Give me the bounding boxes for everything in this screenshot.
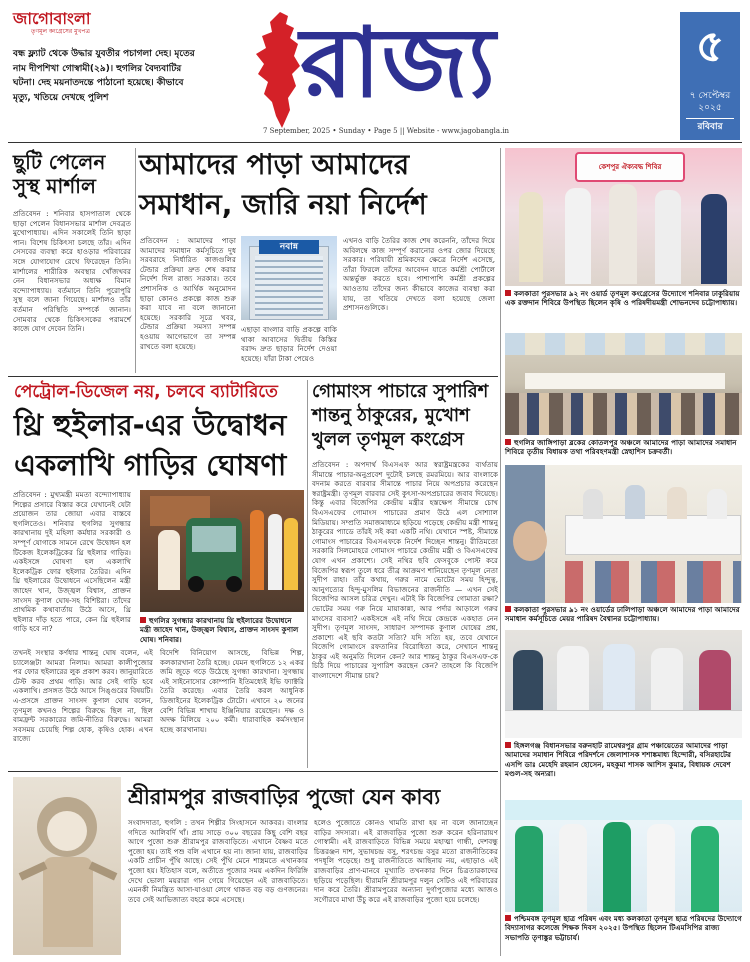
caption-marker-icon <box>505 439 511 445</box>
dateline: 7 September, 2025 • Sunday • Page 5 || Website - www.jagobangla.in <box>263 127 510 135</box>
caption-3-text: কলকাতা পুরসভার ৯১ নং ওয়ার্ডের ঢালিপাড়া অঞ্চলে আমাদের পাড়া আমাদের সমাধান কর্মসূচিতে মেয়র পারিষদ বৈশ্বানর চট্টোপাধ্যায়। <box>505 605 740 624</box>
brand-tagline: তৃণমূল কংগ্রেসের মুখপত্র <box>31 28 90 35</box>
tricycle-lead: প্রতিবেদন : মুখ্যমন্ত্রী মমতা বন্দ্যোপাধ্যায় শিল্পের প্রসারে বিস্তার করে যেখানেই যেটা প্রয়োজন তার জোয়া এবার বাস্তবে হুগলিতেও। শনিবার হুগলির সুগন্ধার কারখানায় দুই মহিলা কর্মধার সরকারী ও সম্পূর্ণ যোগাকে সামনে রেখে উদ্বোধন হল টিকেজ ইলেকট্রিকের থ্রি হুইলার গাড়ির। একইসঙ্গে ঘোষণা হল একলাখি ইলেকট্রিক ফোর হুইলার তৈরির। এদিন থ্রি হুইলারের উদ্বোধনে এসেছিলেন মন্ত্রী জাহেদ খান, উজ্জ্বল বিশ্বাস, প্রাক্তন সাংসদ কুণাল ঘোষ-সহ বিশিষ্টরা। তাঁদের প্রাথমিক কথাবার্তায় উঠে আসে, থ্রি হুইলার দাঁড় হতে পারে, কেন থ্রি হুইলার গাড়ি হবে না? <box>13 490 131 634</box>
date-box <box>680 12 740 140</box>
marshal-body: প্রতিবেদন : শনিবার হাসপাতাল থেকে ছাড়া পেলেন বিধানসভার মার্শাল দেবব্রত মুখোপাধ্যায়। এদিন সকালেই তিনি ছাড়া পান। বিশেষ চিকিৎসা চলছে তাঁর। এদিন সেসবের ব্যবস্থা করে হাওড়ার পরিবারের সঙ্গে যোগাযোগ রেখে ফিরেছেন তিনি। মার্শালের শারীরিক অবস্থার খোঁজখবর নেন বিধানসভার অধ্যক্ষ বিমান বন্দ্যোপাধ্যায়। বর্তমানে তিনি পুরোপুরি সুস্থ বলে জানা গিয়েছে। মার্শালও তাঁর বর্তমান পরিস্থিতি সম্পর্কে জানান। সোমবার থেকে চিকিৎসকের পরামর্শে কাজে যোগ দেবেন তিনি। <box>13 209 131 334</box>
caption-marker-icon <box>505 742 511 748</box>
nabanna-photo <box>241 236 337 320</box>
caption-3 <box>505 605 742 624</box>
cattle-body: প্রতিবেদন : অপদার্থ বিএসএফ আর স্বরাষ্ট্রমন্ত্রকের ব্যর্থতায় সীমান্তে পাচার-অনুপ্রবেশ দুটোই চলছে রমরমিয়ে। আর বাংলাকে বদনাম করতে বারবার সীমান্তে পাচার নিয়ে অপপ্রচার করেছেন স্বরাষ্ট্রমন্ত্রী। তৃণমূল বারবার সেই কুৎসা-অপপ্রচারের জবাব দিয়েছে। কিন্তু এবার বিজেপির কেন্দ্রীয় মন্ত্রীর হস্তক্ষেপ সীমান্তে চোখ বিএসএফের গোমাংস পাচারের প্রমাণ উঠে এল সোশ্যাল মিডিয়ায়। সম্প্রতি সমাজমাধ্যমে ছড়িয়ে পড়েছে কেন্দ্রীয় মন্ত্রী শান্তনু ঠাকুরের প্যাডে তাঁরই সই করা একটি নথি। যেখানে স্পষ্ট, সীমান্তে গোমাংস পাচারের বিএসএফকে নির্দেশ দিচ্ছেন শান্তনু। রীতিমতো সরকারি সিলমোহরে গোমাংস পাচারে কেন্দ্রীয় মন্ত্রী ও বিএসএফের যোগ এখন প্রকাশ্যে। সেই নথির ছবি ফেসবুকে পোস্ট করে বিজেপির স্বরূপ তুলে ধরে তীব্র আক্রমণ শানিয়েছেন তৃণমূল নেতা সুদীপ রাহা। তাঁর কথায়, গরুর নামে ভোটের সময় হিন্দুত্ব, আনুগত্যের হিন্দু-মুসলিম বিভাজনের রাজনীতি — এখন সেই বিজেপির আসল চরিত্র দেখুন। এটাই কি বিজেপির গোমাতা রক্ষা? ভোটের সময় গরু নিয়ে মায়াকান্না, আর পর্দার আড়ালে গরুর মাংসের ব্যবসা? একইসঙ্গে এই নথি দিয়ে কেন্দ্রকে একহাত নেন সুদীপ। তৃণমূল সাংসদ, সাধারণ সম্পাদক কুণাল ঘোষের প্রশ্ন, প্রকাশ্যে এই ছবি কতটা সত্যি? যদি সত্যি হয়, তবে যেখানে বিজেপি গোমাংসে রফতানির বিরোধিতা করে, সেখানে শান্তনু ঠাকুর এই অনুমতি দিলেন কেন? আর শান্তনু ঠাকুর বিএসএফ-কে চিঠি দিয়ে পাচারের সুপারিশ করছেন কেন? তাহলে কি বিজেপি বাংলাদেশে সীমান্ত চায়? <box>312 460 498 681</box>
tricycle-lower-left: তখনই সংস্থার কর্ণধার শান্তনু ঘোষ বলেন, এই চ্যালেঞ্জটা আমরা নিলাম। আমরা কালীপুজোর পর ফোর হুইলারের লুক প্রকাশ করব। জানুয়ারিতে টেস্ট করব প্রথম গাড়ি। আর সেই গাড়ি হবে একলাখি। প্রসঙ্গত উঠে আসে সিঙ্গুরের বিষয়টি। এ-প্রসঙ্গে প্রাক্তন সাংসদ কুণাল ঘোষ বলেন, তৃণমূল কখনও শিল্পের বিরুদ্ধে ছিল না, ছিল বামফ্রন্ট সরকারের জমি-নীতির বিরুদ্ধে। আমরা সবসময় চেয়েছি শিল্প হোক, কৃষিও হোক। এখন রাজ্যে <box>13 648 153 744</box>
main-story-col1: প্রতিবেদন : আমাদের পাড়া আমাদের সমাধান কর্মসূচিতে দুধ সরবরাহে নির্ধারিত কাজগুলির টেন্ডার প্রক্রিয়া দ্রুত শেষ করার নির্দেশ দিল রাজ্য সরকার। তবে প্রশাসনিক ও আর্থিক অনুমোদন ছাড়া কোনও প্রকল্পে কাজ শুরু করা যাবে না বলে জানানো হয়েছে। সরকারি সূত্রে খবর, টেন্ডার প্রক্রিয়া সমস্যা সম্পন্ন হওয়ায় আগেভাগে তা সম্পন্ন রাখতে বলা হয়েছে। <box>140 236 236 351</box>
durga-idol-photo <box>13 777 121 955</box>
brand-logo <box>13 10 163 42</box>
tricycle-caption-text: হুগলির সুগন্ধার কারখানায় থ্রি হুইলারের উদ্বোধনে মন্ত্রী জাহেদ খান, উজ্জ্বল বিশ্বাস, প্রাক্তন সাংসদ কুণাল ঘোষ। শনিবার। <box>140 616 299 644</box>
puja-col1: সংবাদদাতা, হুগলি : তখন শিল্পীর সিংহাসনে আকবর। বাংলার গদিতে আলিবর্দি খাঁ। প্রায় সাড়ে ৩০০ বছরের কিছু বেশি বছর আগে পুজো শুরু শ্রীরামপুর রাজবাড়িতে। এখানে বৈষ্ণব মতে পুজো হয়। তাই পশু বলি এখানে হয় না। জানা যায়, রাজবাড়ির একটি প্রাচীন পুঁথি আছে। সেই পুঁথি মেনে শাস্ত্রমতে এখানকার পুজো হয়। ইতিহাস বলে, অতীতে পুজোর সময় একদিন ফিরিঙ্গি দেখে ভোলা ময়রারা গান গেয়ে গিয়েছেন এই রাজবাড়িতে। এমনকী নিমন্ত্রিত আসা-যাওয়া লেগে থাকত বড় বড় গুণজনের। তবে সেই আভিজাত্য বহরে কমে এসেছে। <box>128 818 308 904</box>
nabanna-sign: নবান্ন <box>259 240 319 254</box>
caption-1-text: কলকাতা পুরসভার ৯২ নং ওয়ার্ড তৃণমূল কংগ্রেসের উদ্যোগে শনিবার ঢাকুরিয়ায় এক রক্তদান শিবিরে উপস্থিত ছিলেন কৃষি ও পরিষদীয়মন্ত্রী শোভনদেব চট্টোপাধ্যায়। <box>505 289 740 308</box>
tricycle-lower-right: বিদেশি বিনিয়োগ আসছে, বিভিন্ন শিল্প, কলকারখানা তৈরি হচ্ছে। যেমন হুগলিতে ১২ একর জমি জুড়ে গড়ে উঠেছে সুগন্ধা কারখানা। সুগন্ধায় এই সাইনোসোর কোম্পানি ইতিমধ্যেই ইভি ফ্যাক্টরি তৈরি করেছে। এবার তৈরি করল আধুনিক ডিজাইনের ইলেকট্রিক টোটো। এখানে ২০ জনের বেশি বিভিন্ন শাখায় ইঞ্জিনিয়ার রয়েছেন। দক্ষ ও অদক্ষ মিলিয়ে ২০০ কর্মী। ধারাবাহিক কর্মসংস্থান হচ্ছে কারখানায়। <box>160 648 304 734</box>
date-text: ৭ সেপ্টেম্বর <box>689 91 731 101</box>
teachers-day-photo <box>505 800 742 912</box>
caption-marker-icon <box>505 606 511 612</box>
tricycle-headline-line2: একলাখি গাড়ির ঘোষণা <box>14 448 287 482</box>
caption-marker-icon <box>505 290 511 296</box>
caption-5 <box>505 914 742 942</box>
puja-col2: হলেও পুজোতে কোনও খামতি রাখা হয় না বলে জানাচ্ছেন বাড়ির সদস্যরা। এই রাজবাড়ির পুজো শুরু করেন হরিনারায়ণ গোস্বামী। এই রাজবাড়িতে বিভিন্ন সময়ে মহাত্মা গান্ধী, দেশবন্ধু চিত্তরঞ্জন দাশ, সুভাষচন্দ্র বসু, শরৎচন্দ্র বসুর মতো রাজনীতিকের পদধূলি পড়েছে। শুধু রাজনীতিতে আছিনায় নয়, এছাড়াও এই রাজবাড়ির প্রাণ-মানবে মূখ্যাতি তখনকার দিনে চিত্রতারকাদের ছড়িয়ে পড়েছিল। হীরামনি শ্রীরামপুর দলুন সেটিও এই পরিবারের দান করে তৈরি। শ্রীরামপুরের অন্যান্য দুর্গাপুজোর মধ্যে আজও সগৌরবে মাথা উঁচু করে এই রাজবাড়ির পুজো হয়ে চলেছে। <box>314 818 498 904</box>
main-headline-line2: সমাধান, জারি নয়া নির্দেশ <box>139 188 427 221</box>
caption-4 <box>505 741 742 779</box>
caption-1 <box>505 289 742 308</box>
cattle-headline-line1: গোমাংস পাচারে সুপারিশ <box>312 381 489 402</box>
main-story-col3: এখনও বাড়ি তৈরির কাজ শেষ করেননি, তাঁদের দিয়ে অবিলম্বে কাজ সম্পূর্ণ করানোর ওপর জোর দিয়েছে সরকার। পরিযায়ী শ্রমিকদের ক্ষেত্রে নির্দেশ এসেছে, তাঁরা ফিরলে তাঁদের আবেদন যাতে কর্মশ্রী পোর্টালে অন্তর্ভুক্ত করতে হবে। পাশাপাশি কর্মশ্রী প্রকল্পের আওতায় তাঁদের জন্য কীভাবে কাজের ব্যবস্থা করা যায়, তা খতিয়ে দেখতে বলা হয়েছে জেলা প্রশাসনগুলিকে। <box>343 236 495 313</box>
masthead-teaser: বন্ধ ফ্ল্যাট থেকে উদ্ধার যুবতীর পচাগলা দেহ। মৃতের নাম দীপশিখা গোস্বামী(২৯)। হুগলির বৈদ্যবাটির ঘটনা। দেহ ময়নাতদন্তে পাঠানো হয়েছে। কীভাবে মৃত্যু, খতিয়ে দেখছে পুলিশ <box>13 49 195 103</box>
marshal-headline: ছুটি পেলেন সুস্থ মার্শাল <box>13 150 106 198</box>
caption-marker-icon <box>140 617 146 623</box>
brand-name: জাগোবাংলা <box>13 9 91 28</box>
date-day-number: ৫ <box>695 21 725 72</box>
main-story-col2: এছাড়া বাংলার বাড়ি প্রকল্পে বাকি থাকা আবাসের দ্বিতীয় কিস্তির বরাদ্দ দ্রুত ছাড়ার নির্দেশ দেওয়া হয়েছে। যাঁরা টাকা পেয়েও <box>241 325 337 363</box>
tricycle-kicker: পেট্রোল-ডিজেল নয়, চলবে ব্যাটারিতে <box>14 382 278 402</box>
cattle-headline-line2: শান্তনু ঠাকুরের, মুখোশ <box>312 405 470 426</box>
tricycle-headline-line1: থ্রি হুইলার-এর উদ্বোধন <box>14 408 287 442</box>
page-title: রাজ্য <box>300 7 497 119</box>
date-year: ২০২৫ <box>698 103 722 113</box>
blood-donation-photo <box>505 148 742 286</box>
caption-4-text: হিঙ্গলগঞ্জ বিধানসভার বরুনহাট রামেশ্বরপুর গ্রাম পঞ্চায়েতের আমাদের পাড়া আমাদের সমাধান শিবিরে পরিদর্শনে জেলাশাসক শশাঙ্কমাধ্য হিন্দোরী, বসিরহাটের এসপি ডাঃ মেহেদি রহমান হোসেন, মহকুমা শাসক আশিস কুমার, বিধায়ক দেবেশ মণ্ডল-সহ অন্যরা। <box>505 741 731 779</box>
dhalipara-camp-photo <box>505 465 742 603</box>
tricycle-caption <box>140 616 304 644</box>
tricycle-launch-photo <box>140 490 304 612</box>
date-weekday: রবিবার <box>697 122 723 132</box>
caption-2 <box>505 438 742 457</box>
camp-banner-text: কেশপুর ঐক্যবদ্ধ শিবির <box>598 163 662 171</box>
main-headline-line1: আমাদের পাড়া আমাদের <box>139 148 410 181</box>
cattle-headline-line3: খুলল তৃণমূল কংগ্রেস <box>312 429 464 450</box>
janggipara-camp-photo <box>505 333 742 435</box>
hingalganj-camp-photo <box>505 630 742 738</box>
puja-headline: শ্রীরামপুর রাজবাড়ির পুজো যেন কাব্য <box>128 785 441 809</box>
caption-marker-icon <box>505 915 511 921</box>
caption-2-text: হুগলির জাঙ্গিপাড়া ব্লকের কোতলপুর অঞ্চলে আমাদের পাড়া আমাদের সমাধান শিবিরে তৃতীয় বিধায়ক তথা পরিবহণমন্ত্রী স্নেহাশিস চক্রবর্তী। <box>505 438 737 457</box>
camp-banner <box>575 152 685 182</box>
caption-5-text: পশ্চিমবঙ্গ তৃণমূল ছাত্র পরিষদ এবং মধ্য কলকাতা তৃণমূল ছাত্র পরিষদের উদ্যোগে বিদ্যাসাগর কলেজে শিক্ষক দিবস ২০২৫। উপস্থিত ছিলেন টিএমসিপির রাজ্য সভাপতি তৃণাঙ্কুর ভট্টাচার্য। <box>505 914 742 942</box>
